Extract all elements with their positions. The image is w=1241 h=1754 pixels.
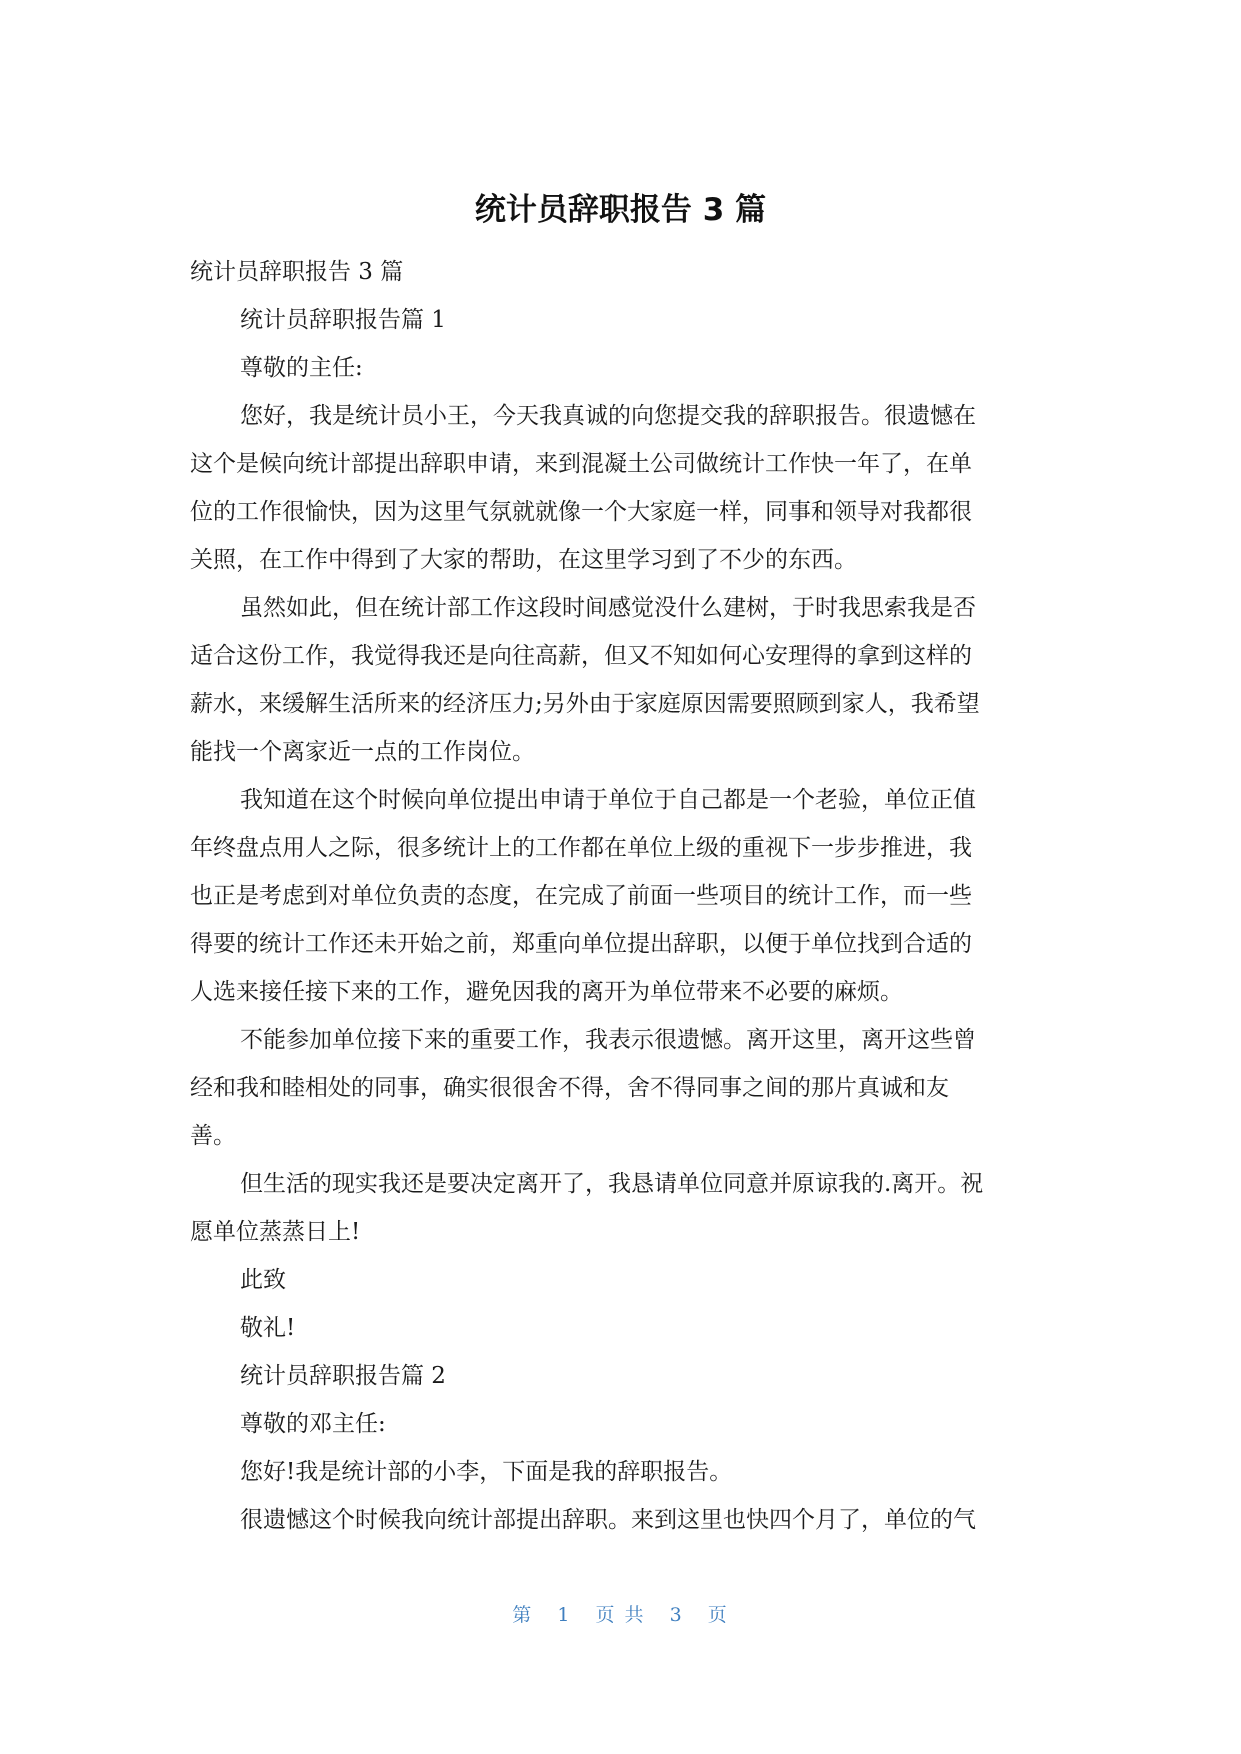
document-body <box>190 248 1050 1544</box>
text-line: 统计员辞职报告 3 篇 <box>190 259 404 285</box>
document-title: 统计员辞职报告 3 篇 <box>474 192 767 228</box>
footer-total-pages: 3 <box>669 1604 684 1626</box>
text-line: 虽然如此，但在统计部工作这段时间感觉没什么建树，于时我思索我是否 <box>240 595 976 621</box>
text-line: 这个是候向统计部提出辞职申请，来到混凝土公司做统计工作快一年了，在单 <box>190 451 972 477</box>
text-line: 我知道在这个时候向单位提出申请于单位于自己都是一个老验，单位正值 <box>240 787 976 813</box>
text-line: 能找一个离家近一点的工作岗位。 <box>190 739 535 765</box>
text-line: 人选来接任接下来的工作，避免因我的离开为单位带来不必要的麻烦。 <box>190 979 903 1005</box>
text-line: 敬礼! <box>240 1315 296 1341</box>
text-line: 尊敬的邓主任: <box>240 1411 386 1437</box>
text-line: 经和我和睦相处的同事，确实很很舍不得，舍不得同事之间的那片真诚和友 <box>190 1075 949 1101</box>
footer-prefix: 第 <box>512 1604 534 1626</box>
text-line: 善。 <box>190 1123 236 1149</box>
text-line: 统计员辞职报告篇 1 <box>240 307 446 333</box>
text-line: 得要的统计工作还未开始之前，郑重向单位提出辞职，以便于单位找到合适的 <box>190 931 972 957</box>
footer-current-page: 1 <box>557 1604 572 1626</box>
text-line: 年终盘点用人之际，很多统计上的工作都在单位上级的重视下一步步推进，我 <box>190 835 972 861</box>
page-footer <box>0 1600 1241 1627</box>
text-line: 此致 <box>240 1267 286 1293</box>
text-line: 统计员辞职报告篇 2 <box>240 1363 446 1389</box>
text-line: 很遗憾这个时候我向统计部提出辞职。来到这里也快四个月了，单位的气 <box>240 1507 976 1533</box>
text-line: 不能参加单位接下来的重要工作，我表示很遗憾。离开这里，离开这些曾 <box>240 1027 976 1053</box>
footer-suffix: 页 <box>707 1604 729 1626</box>
text-line: 尊敬的主任: <box>240 355 363 381</box>
text-line: 位的工作很愉快，因为这里气氛就就像一个大家庭一样，同事和领导对我都很 <box>190 499 972 525</box>
text-line: 您好!我是统计部的小李，下面是我的辞职报告。 <box>240 1459 733 1485</box>
text-line: 愿单位蒸蒸日上! <box>190 1219 361 1245</box>
footer-middle: 页 共 <box>595 1604 646 1626</box>
text-line: 薪水，来缓解生活所来的经济压力;另外由于家庭原因需要照顾到家人，我希望 <box>190 691 980 717</box>
text-line: 关照，在工作中得到了大家的帮助，在这里学习到了不少的东西。 <box>190 547 857 573</box>
text-line: 但生活的现实我还是要决定离开了，我恳请单位同意并原谅我的.离开。祝 <box>240 1171 984 1197</box>
text-line: 您好，我是统计员小王，今天我真诚的向您提交我的辞职报告。很遗憾在 <box>240 403 976 429</box>
text-line: 也正是考虑到对单位负责的态度，在完成了前面一些项目的统计工作，而一些 <box>190 883 972 909</box>
text-line: 适合这份工作，我觉得我还是向往高薪，但又不知如何心安理得的拿到这样的 <box>190 643 972 669</box>
